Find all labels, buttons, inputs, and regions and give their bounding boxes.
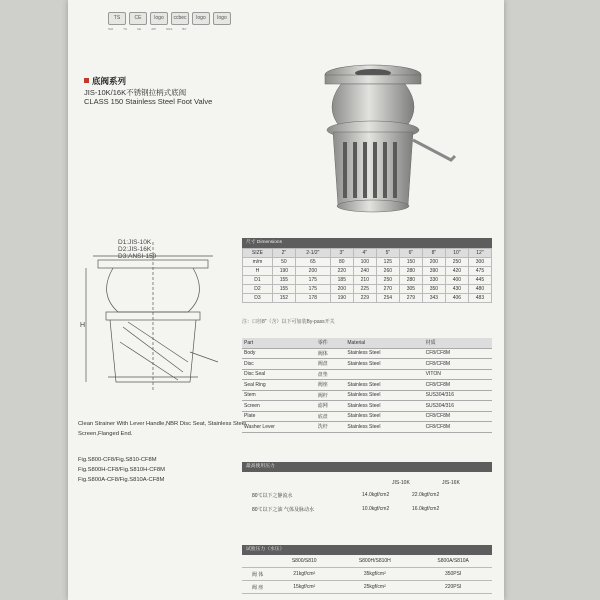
dimension-cell: 270 bbox=[376, 285, 399, 294]
material-cell: Stainless Steel bbox=[345, 390, 423, 401]
dimension-cell: 150 bbox=[399, 258, 422, 267]
dimension-cell: 2" bbox=[272, 249, 295, 258]
material-cell: SUS304/316 bbox=[424, 401, 492, 412]
dimension-cell: SIZE bbox=[243, 249, 273, 258]
pressure-row1-b: 22.0kgf/cm2 bbox=[412, 492, 440, 498]
fig-number: Fig.S800A-CF8/Fig.S810A-CF8M bbox=[78, 477, 165, 483]
material-row bbox=[242, 380, 492, 391]
pressure-header: 最高使用压力 bbox=[242, 462, 492, 472]
dimension-cell: 50 bbox=[272, 258, 295, 267]
dimension-cell: 125 bbox=[376, 258, 399, 267]
dimension-cell: 4" bbox=[353, 249, 376, 258]
material-cell: 盘垫 bbox=[316, 369, 346, 380]
material-cell: CF8/CF8M bbox=[424, 411, 492, 422]
cert-labels bbox=[108, 27, 288, 31]
model-title: JIS-10K/16K不锈钢拉柄式底阀 bbox=[84, 88, 187, 97]
cert-label: TS bbox=[123, 27, 128, 31]
dimension-row bbox=[243, 267, 492, 276]
dimension-cell: 343 bbox=[422, 294, 445, 303]
material-cell: Stainless Steel bbox=[345, 411, 423, 422]
catalog-page bbox=[68, 0, 504, 600]
dimension-cell: 280 bbox=[399, 276, 422, 285]
material-cell: Seal Ring bbox=[242, 380, 316, 391]
dimension-cell: 152 bbox=[272, 294, 295, 303]
material-row bbox=[242, 401, 492, 412]
dimension-cell: 240 bbox=[353, 267, 376, 276]
dimension-cell: 420 bbox=[445, 267, 468, 276]
test-cell: 35kgf/cm² bbox=[335, 568, 414, 581]
dimension-cell: 200 bbox=[330, 285, 353, 294]
cert-logo: ccbec bbox=[171, 12, 189, 25]
fig-number: Fig.S800H-CF8/Fig.S810H-CF8M bbox=[78, 467, 165, 473]
test-cell: S800H/S810H bbox=[335, 555, 414, 568]
material-cell: CF8/CF8M bbox=[424, 422, 492, 433]
pressure-row2-label: 80℃以下之油 气体及脉动水 bbox=[252, 507, 314, 513]
dimension-cell: D3 bbox=[243, 294, 273, 303]
material-row bbox=[242, 390, 492, 401]
material-cell: Disc Seal bbox=[242, 369, 316, 380]
material-cell: Stainless Steel bbox=[345, 422, 423, 433]
test-cell: 阀 座 bbox=[242, 581, 273, 594]
dimension-cell: 175 bbox=[295, 285, 330, 294]
dimension-cell: 300 bbox=[468, 258, 491, 267]
dimension-cell: 260 bbox=[376, 267, 399, 276]
cert-logo: CE bbox=[129, 12, 147, 25]
pressure-section bbox=[242, 462, 492, 513]
dimension-cell: 250 bbox=[376, 276, 399, 285]
dimension-cell: 3" bbox=[330, 249, 353, 258]
dimensions-header: 尺寸 Dimensions bbox=[242, 238, 492, 248]
dimension-row bbox=[243, 258, 492, 267]
valve-photo bbox=[283, 60, 473, 220]
material-cell: 阀杆 bbox=[316, 390, 346, 401]
drawing-label-h: H bbox=[80, 322, 86, 329]
material-row bbox=[242, 348, 492, 359]
dimension-cell: 190 bbox=[272, 267, 295, 276]
fig-numbers bbox=[78, 455, 165, 485]
dimension-row bbox=[243, 249, 492, 258]
test-cell: 21kgf/cm² bbox=[273, 568, 335, 581]
certification-logos bbox=[108, 12, 231, 25]
material-cell: Plate bbox=[242, 411, 316, 422]
cert-logo: logo bbox=[150, 12, 168, 25]
test-row bbox=[242, 581, 492, 594]
material-cell bbox=[345, 369, 423, 380]
pressure-row1-label: 80℃以下之静流水 bbox=[252, 493, 293, 499]
material-cell: SUS304/316 bbox=[424, 390, 492, 401]
cert-label: BV bbox=[182, 27, 187, 31]
dimensions-table bbox=[242, 238, 492, 303]
drawing-label-d2: D2:JIS-16K bbox=[118, 246, 152, 253]
test-row bbox=[242, 568, 492, 581]
pressure-col-a: JIS-10K bbox=[392, 480, 410, 486]
material-cell: 洗杆 bbox=[316, 422, 346, 433]
dimension-cell: 178 bbox=[295, 294, 330, 303]
material-cell: Part bbox=[242, 338, 316, 348]
material-cell: CF8/CF8M bbox=[424, 359, 492, 370]
pressure-row2-a: 10.0kgf/cm2 bbox=[362, 506, 390, 512]
cert-label: SGS bbox=[166, 27, 173, 31]
test-cell: 220PSI bbox=[414, 581, 492, 594]
test-pressure-section bbox=[242, 545, 492, 594]
material-cell: 阀盘 bbox=[316, 359, 346, 370]
dimension-row bbox=[243, 294, 492, 303]
dimension-cell: 330 bbox=[422, 276, 445, 285]
dimension-cell: 254 bbox=[376, 294, 399, 303]
test-cell: 15kgf/cm² bbox=[273, 581, 335, 594]
dimension-cell: 5" bbox=[376, 249, 399, 258]
material-cell: Body bbox=[242, 348, 316, 359]
dimension-cell: 6" bbox=[399, 249, 422, 258]
material-cell: Material bbox=[345, 338, 423, 348]
dimension-row bbox=[243, 276, 492, 285]
material-cell: CF8/CF8M bbox=[424, 380, 492, 391]
cert-logo: logo bbox=[192, 12, 210, 25]
material-cell: Stainless Steel bbox=[345, 359, 423, 370]
dimension-cell: 10" bbox=[445, 249, 468, 258]
dimension-cell: 12" bbox=[468, 249, 491, 258]
material-cell: Screen bbox=[242, 401, 316, 412]
dimension-cell: 200 bbox=[422, 258, 445, 267]
dimension-cell: 279 bbox=[399, 294, 422, 303]
dimension-cell: 80 bbox=[330, 258, 353, 267]
dimension-cell: 475 bbox=[468, 267, 491, 276]
series-title: 底阀系列 bbox=[84, 75, 126, 87]
valve-technical-drawing bbox=[78, 232, 233, 402]
material-cell: Stainless Steel bbox=[345, 348, 423, 359]
materials-table bbox=[242, 338, 492, 433]
test-cell: S800/S810 bbox=[273, 555, 335, 568]
drawing-label-d3: D3:ANSI-150 bbox=[118, 253, 157, 260]
dimension-cell: 480 bbox=[468, 285, 491, 294]
dimension-cell: 430 bbox=[445, 285, 468, 294]
material-cell: 材质 bbox=[424, 338, 492, 348]
test-cell: 25kgf/cm² bbox=[335, 581, 414, 594]
material-row bbox=[242, 422, 492, 433]
material-row bbox=[242, 338, 492, 348]
dimension-cell: 155 bbox=[272, 276, 295, 285]
dimension-cell: 65 bbox=[295, 258, 330, 267]
dimension-cell: 229 bbox=[353, 294, 376, 303]
pressure-col-b: JIS-16K bbox=[442, 480, 460, 486]
dimension-cell: H bbox=[243, 267, 273, 276]
material-cell: CF8/CF8M bbox=[424, 348, 492, 359]
drawing-label-d1: D1:JIS-10K bbox=[118, 239, 152, 246]
dimension-cell: 8" bbox=[422, 249, 445, 258]
test-cell: 阀 体 bbox=[242, 568, 273, 581]
material-cell: Stem bbox=[242, 390, 316, 401]
dimension-row bbox=[243, 285, 492, 294]
cert-logo: TS bbox=[108, 12, 126, 25]
fig-number: Fig.S800-CF8/Fig.S810-CF8M bbox=[78, 457, 157, 463]
material-cell: Washer Lever bbox=[242, 422, 316, 433]
dimension-cell: 445 bbox=[468, 276, 491, 285]
dimension-cell: 305 bbox=[399, 285, 422, 294]
material-row bbox=[242, 411, 492, 422]
dimension-cell: 210 bbox=[353, 276, 376, 285]
pressure-row2-b: 16.0kgf/cm2 bbox=[412, 506, 440, 512]
material-cell: 零件 bbox=[316, 338, 346, 348]
material-row bbox=[242, 369, 492, 380]
dimension-cell: 220 bbox=[330, 267, 353, 276]
test-row bbox=[242, 555, 492, 568]
test-cell: 350PSI bbox=[414, 568, 492, 581]
dimension-cell: 200 bbox=[295, 267, 330, 276]
class-title: CLASS 150 Stainless Steel Foot Valve bbox=[84, 97, 213, 106]
dimension-cell: m/m bbox=[243, 258, 273, 267]
dimension-cell: 406 bbox=[445, 294, 468, 303]
bullet-square-icon bbox=[84, 78, 89, 83]
dimension-cell: 225 bbox=[353, 285, 376, 294]
dimension-cell: 400 bbox=[445, 276, 468, 285]
material-cell: Stainless Steel bbox=[345, 401, 423, 412]
test-cell bbox=[242, 555, 273, 568]
cert-label: ISO bbox=[108, 27, 114, 31]
dimension-cell: D1 bbox=[243, 276, 273, 285]
cert-label: API bbox=[151, 27, 157, 31]
test-header: 试验压力（水压） bbox=[242, 545, 492, 555]
cert-logo: logo bbox=[213, 12, 231, 25]
dimension-cell: 280 bbox=[399, 267, 422, 276]
material-cell: VITON bbox=[424, 369, 492, 380]
dimension-cell: 155 bbox=[272, 285, 295, 294]
dimension-cell: 185 bbox=[330, 276, 353, 285]
material-cell: Disc bbox=[242, 359, 316, 370]
product-description: Clean Strainer With Lever Handle,NBR Disc Seat, Stainless Steel Screen,Flanged End. bbox=[78, 421, 247, 437]
material-cell: Stainless Steel bbox=[345, 380, 423, 391]
dimension-cell: 250 bbox=[445, 258, 468, 267]
dimension-cell: 390 bbox=[422, 267, 445, 276]
material-row bbox=[242, 359, 492, 370]
dimension-cell: 483 bbox=[468, 294, 491, 303]
material-cell: 底盘 bbox=[316, 411, 346, 422]
dimension-cell: 175 bbox=[295, 276, 330, 285]
pressure-row1-a: 14.0kgf/cm2 bbox=[362, 492, 390, 498]
dimension-cell: 350 bbox=[422, 285, 445, 294]
material-cell: 阀座 bbox=[316, 380, 346, 391]
bypass-note: 注：口径8"（含）以下可加装By-pass开关 bbox=[242, 319, 335, 325]
material-cell: 阀体 bbox=[316, 348, 346, 359]
dimension-cell: 100 bbox=[353, 258, 376, 267]
dimension-cell: 2-1/2" bbox=[295, 249, 330, 258]
test-cell: S800A/S810A bbox=[414, 555, 492, 568]
material-cell: 滤网 bbox=[316, 401, 346, 412]
dimension-cell: 190 bbox=[330, 294, 353, 303]
dimension-cell: D2 bbox=[243, 285, 273, 294]
cert-label: CE bbox=[137, 27, 142, 31]
